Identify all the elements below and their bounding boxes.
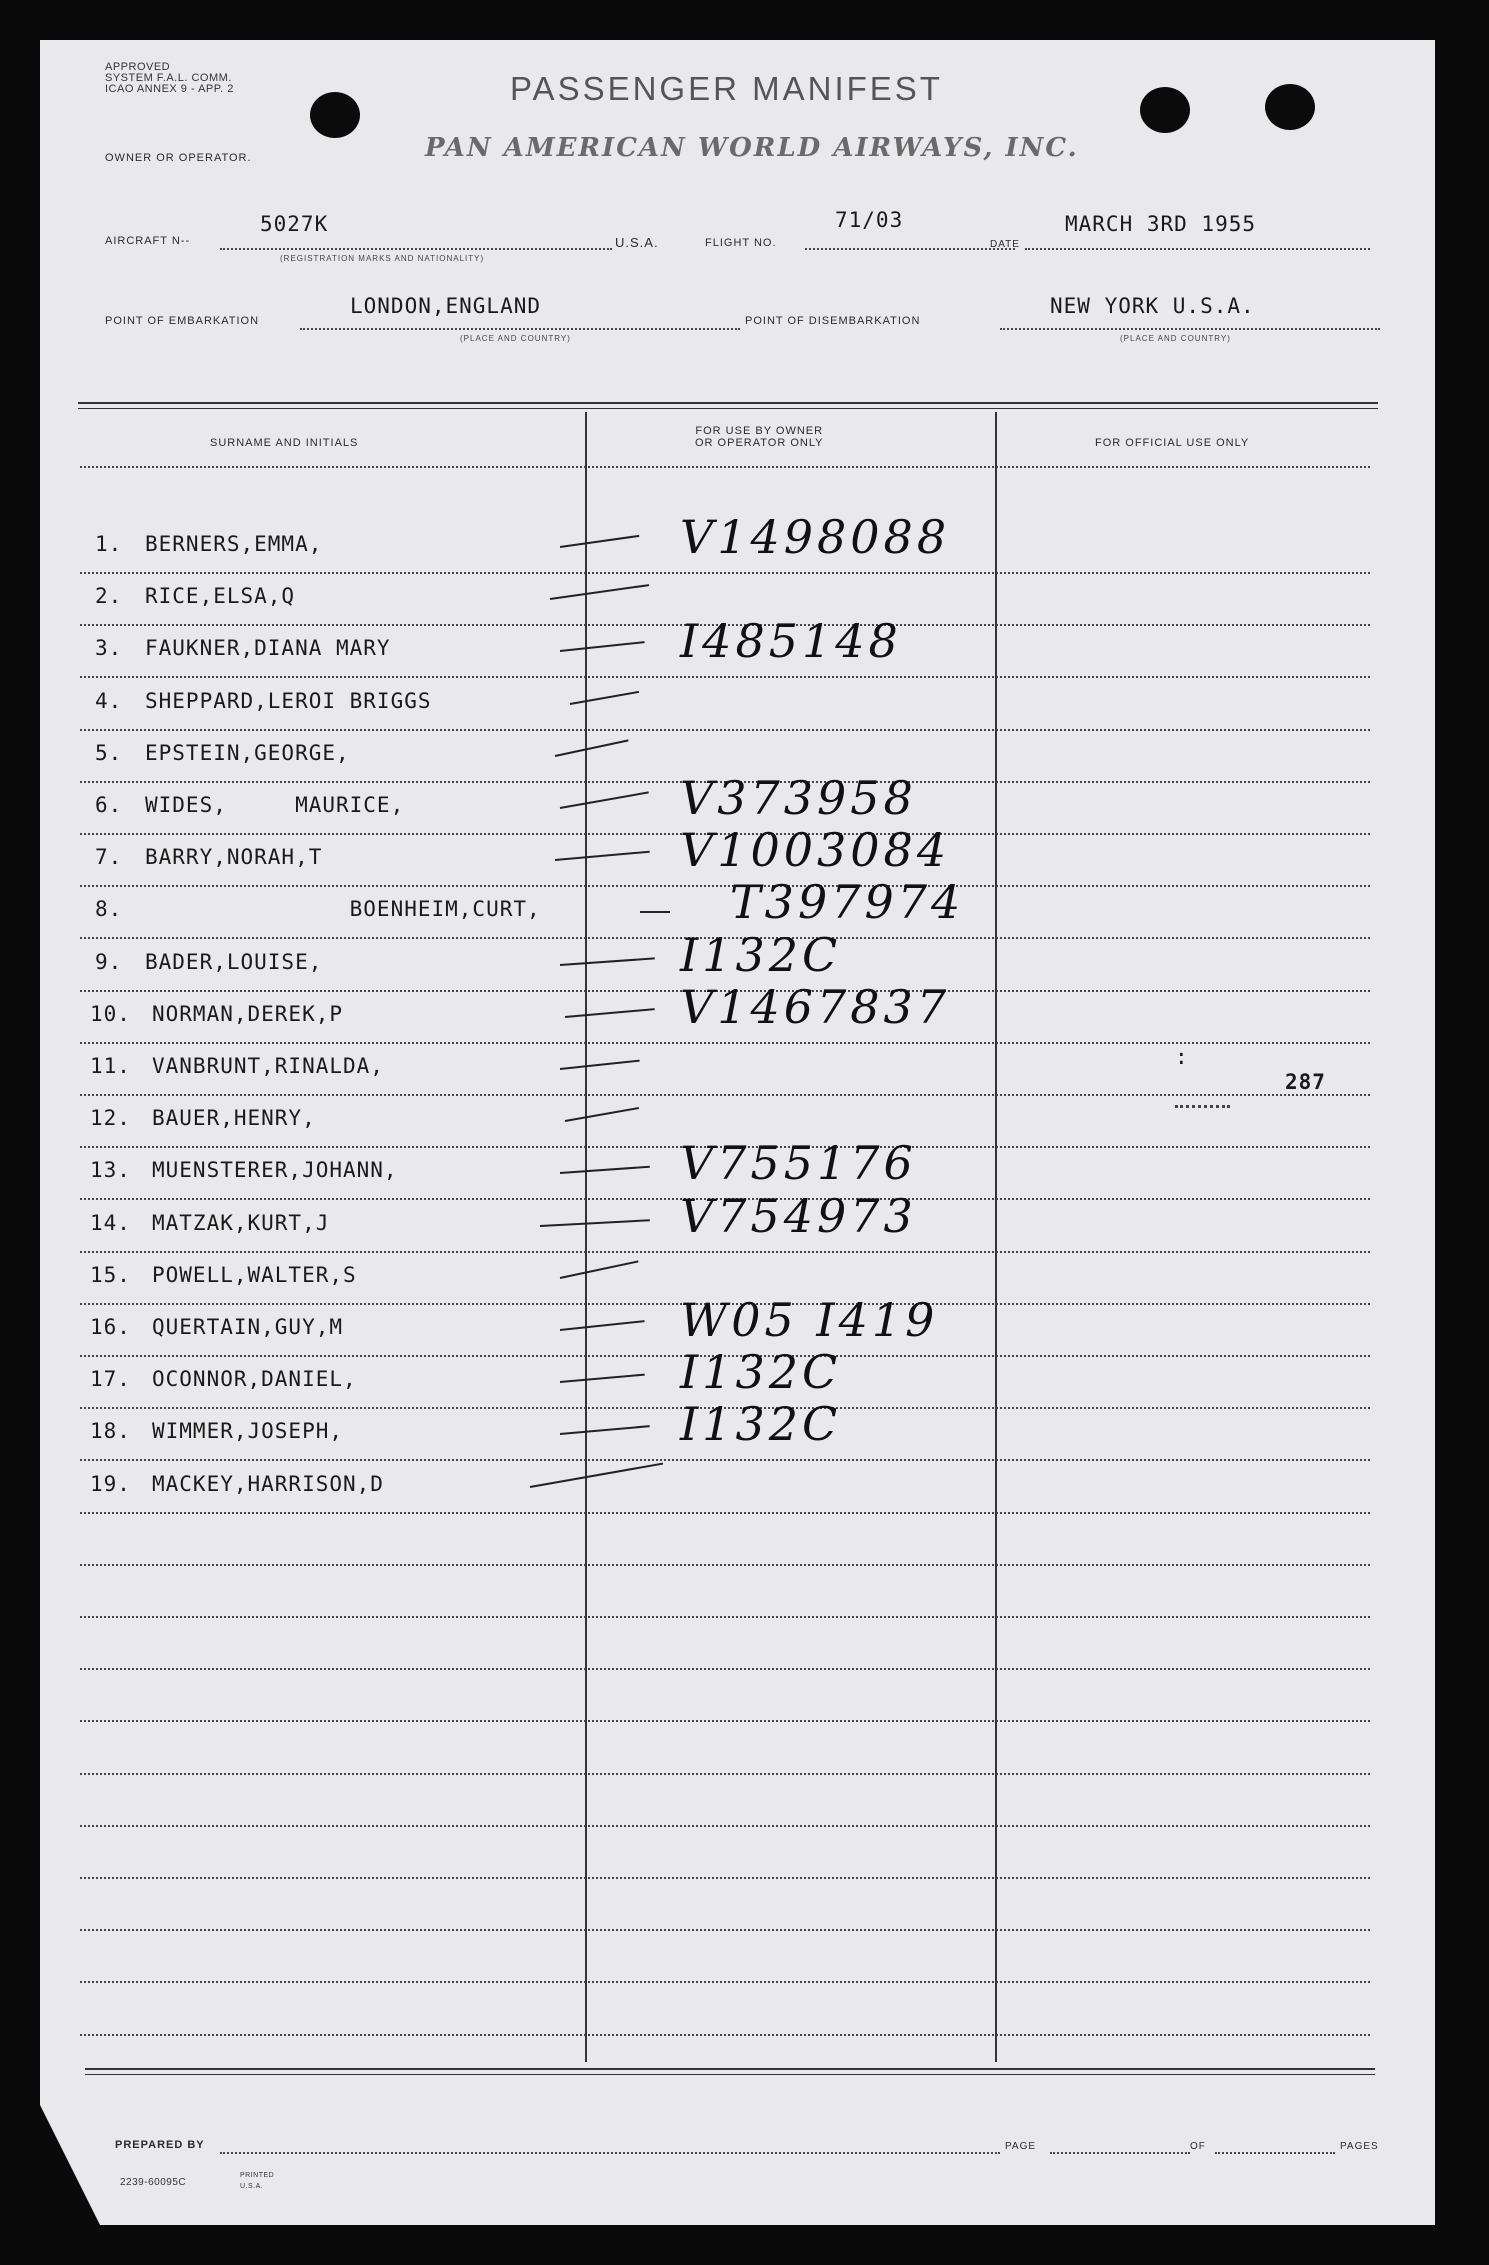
- of-label: OF: [1190, 2141, 1206, 2152]
- handwritten-note: T397974: [730, 875, 965, 930]
- check-mark: [560, 957, 655, 966]
- flight-label: FLIGHT NO.: [705, 237, 777, 249]
- row-number: 2.: [95, 584, 123, 609]
- row-divider: [80, 1877, 1370, 1879]
- punch-hole: [310, 92, 360, 138]
- passenger-name: MATZAK,KURT,J: [152, 1210, 330, 1235]
- col-header-operator: [695, 425, 823, 449]
- check-mark: [560, 535, 639, 548]
- pages-label: PAGES: [1340, 2141, 1379, 2152]
- handwritten-note: V1003084: [680, 823, 951, 878]
- embark-label: POINT OF EMBARKATION: [105, 315, 260, 327]
- aircraft-value: 5027K: [260, 212, 329, 236]
- row-divider: [80, 1929, 1370, 1931]
- row-number: 5.: [95, 740, 123, 765]
- page-title: PASSENGER MANIFEST: [510, 70, 943, 107]
- check-mark: [540, 1219, 650, 1227]
- col-header-line: FOR USE BY OWNER: [695, 425, 824, 437]
- check-mark: [560, 1060, 640, 1070]
- approved-line: APPROVED: [105, 61, 171, 73]
- handwritten-note: I132C: [680, 1397, 842, 1452]
- aircraft-label: AIRCRAFT N--: [105, 235, 191, 247]
- row-number: 16.: [90, 1315, 131, 1339]
- row-number: 14.: [90, 1210, 131, 1235]
- punch-hole: [1140, 87, 1190, 133]
- official-number: 287: [1285, 1070, 1326, 1094]
- underline: [1050, 2152, 1190, 2154]
- underline: [1000, 328, 1380, 330]
- check-mark: [565, 1107, 639, 1122]
- check-mark: [560, 1374, 645, 1383]
- col-header-official: FOR OFFICIAL USE ONLY: [1095, 437, 1250, 449]
- row-divider: [80, 2034, 1370, 2036]
- row-divider: [80, 729, 1370, 731]
- row-divider: [80, 885, 1370, 887]
- date-value: MARCH 3RD 1955: [1065, 212, 1257, 236]
- row-number: 8.: [95, 897, 123, 922]
- check-mark: [560, 791, 649, 809]
- underline: [805, 248, 1015, 250]
- underline: [1025, 248, 1370, 250]
- row-number: 6.: [95, 793, 123, 817]
- passenger-name: MUENSTERER,JOHANN,: [152, 1158, 398, 1183]
- row-divider: [80, 1564, 1370, 1566]
- passenger-name: OCONNOR,DANIEL,: [152, 1367, 357, 1392]
- row-divider: [80, 676, 1370, 678]
- row-number: 18.: [90, 1419, 131, 1444]
- table-bottom-border: [85, 2068, 1375, 2070]
- column-divider: [585, 412, 587, 2062]
- printed-label: PRINTED U.S.A.: [240, 2172, 275, 2190]
- check-mark: [530, 1462, 663, 1487]
- passenger-name: WIMMER,JOSEPH,: [152, 1419, 344, 1444]
- check-mark: [560, 1426, 650, 1436]
- row-number: 12.: [90, 1106, 131, 1131]
- passenger-name: QUERTAIN,GUY,M: [152, 1315, 344, 1339]
- row-number: 7.: [95, 845, 123, 870]
- torn-corner: [40, 2105, 100, 2225]
- handwritten-note: I132C: [680, 1345, 842, 1400]
- passenger-name: BOENHEIM,CURT,: [145, 897, 541, 922]
- handwritten-note: I485148: [680, 614, 902, 669]
- passenger-name: BARRY,NORAH,T: [145, 845, 323, 870]
- passenger-name: BADER,LOUISE,: [145, 949, 323, 974]
- handwritten-note: V373958: [680, 771, 917, 825]
- date-label: DATE: [990, 239, 1020, 250]
- usa-label: U.S.A.: [615, 235, 659, 250]
- row-number: 17.: [90, 1367, 131, 1392]
- row-divider: [80, 572, 1370, 574]
- passenger-name: BERNERS,EMMA,: [145, 532, 323, 556]
- handwritten-note: I132C: [680, 927, 842, 982]
- check-mark: [560, 1320, 645, 1331]
- passenger-name: SHEPPARD,LEROI BRIGGS: [145, 688, 432, 713]
- passenger-name: EPSTEIN,GEORGE,: [145, 740, 350, 765]
- passenger-name: WIDES, MAURICE,: [145, 793, 405, 817]
- row-divider: [80, 1981, 1370, 1983]
- form-number: 2239-60095C: [120, 2177, 187, 2188]
- underline: [300, 328, 740, 330]
- row-number: 13.: [90, 1158, 131, 1183]
- handwritten-note: W05 I419: [680, 1293, 939, 1347]
- passenger-name: FAUKNER,DIANA MARY: [145, 636, 391, 661]
- check-mark: [560, 1260, 639, 1279]
- underline: [1215, 2152, 1335, 2154]
- approved-block: [105, 62, 234, 95]
- check-mark: [555, 739, 629, 757]
- handwritten-note: V1467837: [680, 979, 951, 1034]
- column-divider: [995, 412, 997, 2062]
- check-mark: [560, 1166, 650, 1174]
- row-divider: [80, 1459, 1370, 1461]
- row-divider: [80, 1773, 1370, 1775]
- disembark-sub: (PLACE AND COUNTRY): [1120, 334, 1231, 343]
- row-number: 10.: [90, 1001, 131, 1026]
- check-mark: [565, 1008, 655, 1018]
- check-mark: [555, 851, 650, 861]
- official-mark: :: [1175, 1045, 1189, 1069]
- disembark-label: POINT OF DISEMBARKATION: [745, 315, 921, 327]
- table-top-border: [78, 402, 1378, 404]
- page-label: PAGE: [1005, 2141, 1037, 2152]
- table-top-border: [78, 408, 1378, 409]
- row-divider: [80, 1720, 1370, 1722]
- header-divider: [80, 466, 1370, 468]
- handwritten-note: V1498088: [680, 510, 951, 564]
- official-dash: [1175, 1105, 1230, 1108]
- prepared-label: PREPARED BY: [115, 2139, 205, 2151]
- passenger-name: VANBRUNT,RINALDA,: [152, 1054, 384, 1078]
- row-divider: [80, 1251, 1370, 1253]
- row-divider: [80, 1668, 1370, 1670]
- approved-line: SYSTEM F.A.L. COMM.: [105, 72, 232, 84]
- row-number: 19.: [90, 1471, 131, 1496]
- col-header-surname: SURNAME AND INITIALS: [210, 437, 359, 449]
- row-divider: [80, 1512, 1370, 1514]
- row-number: 11.: [90, 1054, 131, 1078]
- passenger-name: POWELL,WALTER,S: [152, 1262, 357, 1287]
- table-bottom-border: [85, 2074, 1375, 2075]
- row-divider: [80, 1042, 1370, 1044]
- punch-hole: [1265, 84, 1315, 130]
- row-number: 15.: [90, 1262, 131, 1287]
- underline: [220, 2152, 1000, 2154]
- approved-line: ICAO ANNEX 9 - APP. 2: [105, 83, 234, 95]
- row-number: 4.: [95, 688, 123, 713]
- owner-value: PAN AMERICAN WORLD AIRWAYS, INC.: [425, 133, 1079, 163]
- embark-value: LONDON,ENGLAND: [350, 294, 542, 318]
- passenger-name: NORMAN,DEREK,P: [152, 1001, 344, 1026]
- check-mark: [570, 690, 639, 704]
- owner-label: OWNER OR OPERATOR.: [105, 152, 252, 164]
- row-divider: [80, 1094, 1370, 1096]
- check-mark: [640, 911, 670, 913]
- passenger-name: MACKEY,HARRISON,D: [152, 1471, 384, 1496]
- passenger-name: BAUER,HENRY,: [152, 1106, 316, 1131]
- flight-value: 71/03: [835, 208, 904, 232]
- handwritten-note: V755176: [680, 1136, 917, 1191]
- check-mark: [560, 642, 645, 653]
- disembark-value: NEW YORK U.S.A.: [1050, 294, 1255, 318]
- col-header-line: OR OPERATOR ONLY: [695, 437, 824, 449]
- embark-sub: (PLACE AND COUNTRY): [460, 334, 571, 343]
- handwritten-note: V754973: [680, 1188, 917, 1243]
- passenger-name: RICE,ELSA,Q: [145, 584, 296, 609]
- underline: [220, 248, 612, 250]
- row-number: 9.: [95, 949, 123, 974]
- row-number: 3.: [95, 636, 123, 661]
- row-number: 1.: [95, 532, 123, 556]
- aircraft-sub: (REGISTRATION MARKS AND NATIONALITY): [280, 254, 485, 263]
- check-mark: [550, 584, 649, 600]
- row-divider: [80, 1616, 1370, 1618]
- row-divider: [80, 1825, 1370, 1827]
- manifest-paper: [40, 40, 1435, 2225]
